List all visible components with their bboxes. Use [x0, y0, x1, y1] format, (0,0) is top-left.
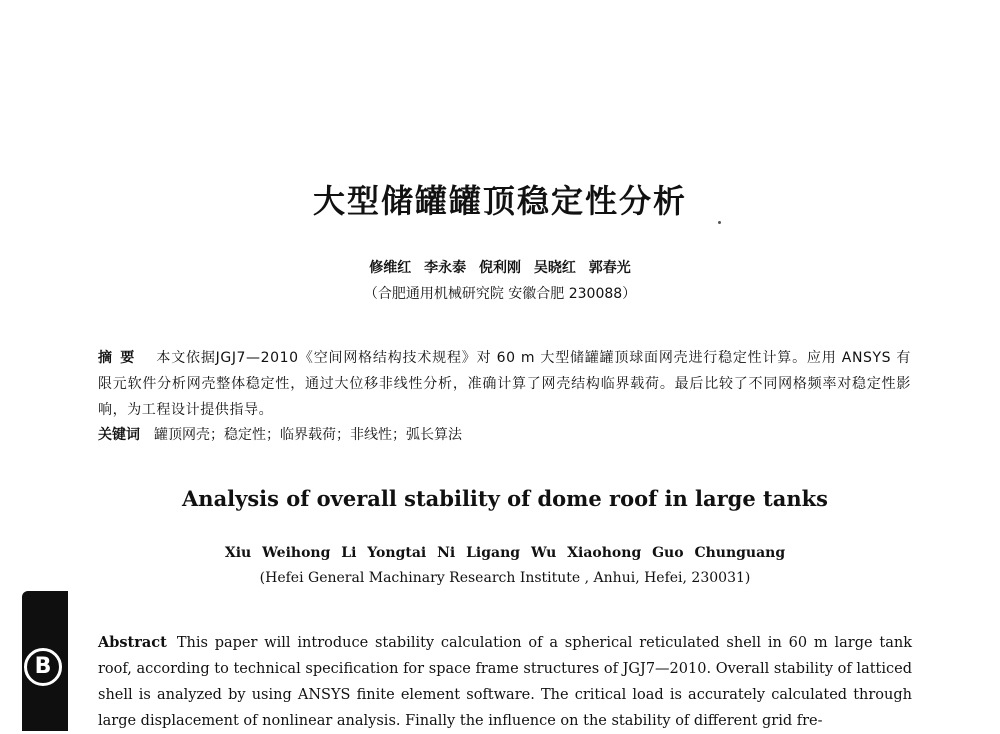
english-abstract	[98, 630, 912, 734]
english-abstract-label: Abstract	[98, 634, 167, 651]
chinese-abstract	[98, 345, 911, 423]
english-title: Analysis of overall stability of dome roof in large tanks	[182, 486, 828, 511]
english-authors: Xiu Weihong Li Yongtai Ni Ligang Wu Xiaohong Guo Chunguang	[224, 545, 786, 561]
chinese-affiliation: （合肥通用机械研究院 安徽合肥 230088）	[363, 286, 637, 302]
chinese-abstract-label: 摘要	[98, 350, 143, 366]
stray-dot	[718, 221, 721, 224]
english-affiliation: (Hefei General Machinary Research Institute , Anhui, Hefei, 230031)	[259, 570, 751, 586]
chinese-title: 大型储罐罐顶稳定性分析	[312, 182, 687, 220]
chinese-abstract-text: 本文依据JGJ7—2010《空间网格结构技术规程》对 60 m 大型储罐罐顶球面网壳进行稳定性计算。应用 ANSYS 有限元软件分析网壳整体稳定性，通过大位移非线性分析，准确计算了网壳结构临界载荷。最后比较了不同网格频率对稳定性影响，为工程设计提供指导。	[98, 350, 912, 418]
chinese-keywords-label: 关键词	[98, 427, 140, 443]
section-badge-icon: B	[24, 648, 62, 686]
chinese-authors: 修维红 李永泰 倪利刚 吴晓红 郭春光	[369, 260, 631, 276]
chinese-keywords	[98, 423, 911, 447]
chinese-keywords-text: 罐顶网壳；稳定性；临界载荷；非线性；弧长算法	[154, 427, 462, 443]
english-abstract-text: This paper will introduce stability calculation of a spherical reticulated shell in 60 m large tank roof, according to technical specification for space frame structures of JGJ7—2010. Overall stability of latticed shell is analyzed by using ANSYS finite element software. The critical load is accurately calculated through large displacement of nonlinear analysis. Finally the influence on the stability of different grid fre-	[98, 635, 912, 729]
